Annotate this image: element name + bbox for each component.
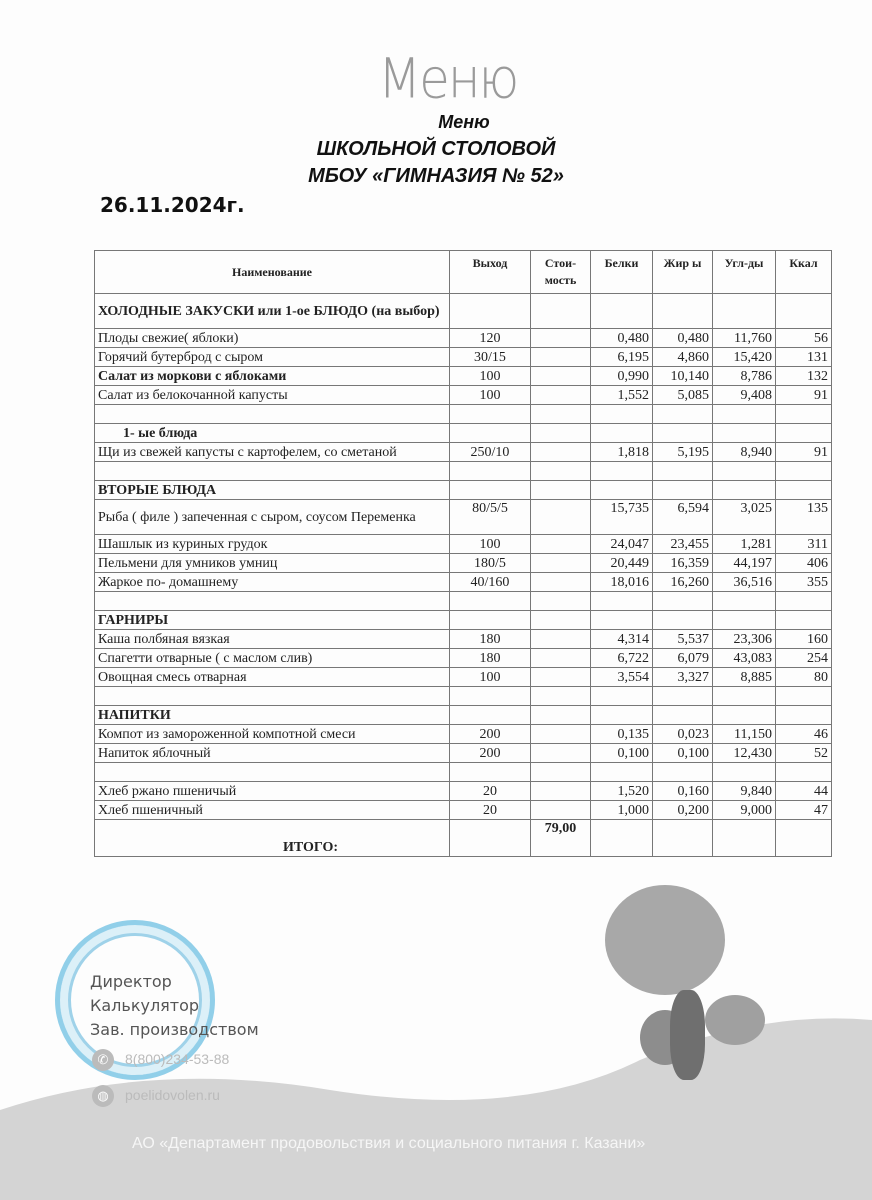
- table-row: [95, 386, 832, 405]
- title-school: МБОУ «ГИМНАЗИЯ № 52»: [308, 165, 564, 187]
- table-row: [95, 329, 832, 348]
- dish-name: Плоды свежие( яблоки): [95, 329, 450, 348]
- dish-output: 200: [450, 744, 531, 763]
- dish-protein: 15,735: [591, 500, 653, 535]
- col-carbs: Угл-ды: [713, 251, 776, 294]
- section-title: 1- ые блюда: [95, 424, 450, 443]
- dish-protein: 1,818: [591, 443, 653, 462]
- dish-fat: 3,327: [653, 668, 713, 687]
- dish-fat: 10,140: [653, 367, 713, 386]
- dish-carbs: 23,306: [713, 630, 776, 649]
- section-title: НАПИТКИ: [95, 706, 450, 725]
- dish-cost: [531, 367, 591, 386]
- character-illustration: [670, 990, 705, 1080]
- dish-carbs: 11,150: [713, 725, 776, 744]
- title-menu: Меню: [438, 112, 490, 132]
- dish-cost: [531, 630, 591, 649]
- table-row: [95, 801, 832, 820]
- table-row: [95, 367, 832, 386]
- blank-row: [95, 763, 832, 782]
- dish-output: 100: [450, 367, 531, 386]
- dish-protein: 20,449: [591, 554, 653, 573]
- dish-name: Спагетти отварные ( с маслом слив): [95, 649, 450, 668]
- dish-output: 200: [450, 725, 531, 744]
- organization-name: АО «Департамент продовольствия и социального питания г. Казани»: [132, 1135, 646, 1152]
- dish-cost: [531, 535, 591, 554]
- table-row: [95, 630, 832, 649]
- dish-fat: 16,359: [653, 554, 713, 573]
- dish-cost: [531, 554, 591, 573]
- dish-protein: 1,552: [591, 386, 653, 405]
- dish-carbs: 12,430: [713, 744, 776, 763]
- dish-output: 120: [450, 329, 531, 348]
- col-output: Выход: [450, 251, 531, 294]
- dish-kcal: 47: [776, 801, 832, 820]
- col-kcal: Ккал: [776, 251, 832, 294]
- website: poelidovolen.ru: [125, 1087, 220, 1103]
- table-row: [95, 535, 832, 554]
- dish-name: Хлеб ржано пшеничый: [95, 782, 450, 801]
- dish-cost: [531, 573, 591, 592]
- section-row: [95, 611, 832, 630]
- dish-cost: [531, 386, 591, 405]
- col-fat: Жир ы: [653, 251, 713, 294]
- table-header-row: [95, 251, 832, 294]
- table-row: [95, 744, 832, 763]
- table-row: [95, 649, 832, 668]
- dish-carbs: 9,000: [713, 801, 776, 820]
- dish-carbs: 8,885: [713, 668, 776, 687]
- dish-name: Шашлык из куриных грудок: [95, 535, 450, 554]
- dish-carbs: 9,840: [713, 782, 776, 801]
- dish-name: Овощная смесь отварная: [95, 668, 450, 687]
- dish-fat: 4,860: [653, 348, 713, 367]
- dish-fat: 6,079: [653, 649, 713, 668]
- section-title: ХОЛОДНЫЕ ЗАКУСКИ или 1-ое БЛЮДО (на выбор): [95, 294, 450, 329]
- dish-kcal: 56: [776, 329, 832, 348]
- dish-cost: [531, 329, 591, 348]
- dish-name: Щи из свежей капусты с картофелем, со сметаной: [95, 443, 450, 462]
- menu-table: [94, 250, 832, 857]
- dish-cost: [531, 782, 591, 801]
- dish-cost: [531, 725, 591, 744]
- dish-cost: [531, 668, 591, 687]
- dish-name: Пельмени для умников умниц: [95, 554, 450, 573]
- dish-carbs: 1,281: [713, 535, 776, 554]
- dish-kcal: 160: [776, 630, 832, 649]
- blank-row: [95, 405, 832, 424]
- dish-cost: [531, 801, 591, 820]
- dish-carbs: 11,760: [713, 329, 776, 348]
- col-cost: Стои-мость: [531, 251, 591, 294]
- globe-icon: ◍: [92, 1085, 114, 1107]
- character-illustration: [705, 995, 765, 1045]
- dish-kcal: 406: [776, 554, 832, 573]
- dish-carbs: 9,408: [713, 386, 776, 405]
- dish-name: Хлеб пшеничный: [95, 801, 450, 820]
- dish-protein: 0,100: [591, 744, 653, 763]
- dish-kcal: 135: [776, 500, 832, 535]
- dish-name: Жаркое по- домашнему: [95, 573, 450, 592]
- dish-protein: 4,314: [591, 630, 653, 649]
- table-row: [95, 443, 832, 462]
- dish-output: 20: [450, 782, 531, 801]
- dish-cost: [531, 348, 591, 367]
- dish-protein: 0,480: [591, 329, 653, 348]
- dish-output: 180: [450, 630, 531, 649]
- table-row: [95, 782, 832, 801]
- dish-output: 30/15: [450, 348, 531, 367]
- table-row: [95, 554, 832, 573]
- signature-calculator: Калькулятор: [90, 996, 200, 1015]
- signature-director: Директор: [90, 972, 172, 991]
- dish-output: 180: [450, 649, 531, 668]
- dish-cost: [531, 500, 591, 535]
- table-row: [95, 500, 832, 535]
- dish-output: 250/10: [450, 443, 531, 462]
- dish-name: Салат из белокочанной капусты: [95, 386, 450, 405]
- dish-output: 20: [450, 801, 531, 820]
- title-canteen: ШКОЛЬНОЙ СТОЛОВОЙ: [316, 138, 556, 160]
- dish-fat: 0,100: [653, 744, 713, 763]
- dish-fat: 0,160: [653, 782, 713, 801]
- dish-carbs: 43,083: [713, 649, 776, 668]
- dish-cost: [531, 744, 591, 763]
- dish-output: 100: [450, 535, 531, 554]
- section-row: [95, 424, 832, 443]
- dish-output: 100: [450, 386, 531, 405]
- dish-kcal: 254: [776, 649, 832, 668]
- dish-carbs: 3,025: [713, 500, 776, 535]
- dish-cost: [531, 443, 591, 462]
- dish-name: Каша полбяная вязкая: [95, 630, 450, 649]
- dish-output: 180/5: [450, 554, 531, 573]
- dish-kcal: 80: [776, 668, 832, 687]
- dish-carbs: 15,420: [713, 348, 776, 367]
- dish-kcal: 311: [776, 535, 832, 554]
- dish-fat: 23,455: [653, 535, 713, 554]
- dish-protein: 3,554: [591, 668, 653, 687]
- dish-kcal: 52: [776, 744, 832, 763]
- section-row: [95, 706, 832, 725]
- dish-output: 80/5/5: [450, 500, 531, 535]
- dish-fat: 0,023: [653, 725, 713, 744]
- dish-kcal: 355: [776, 573, 832, 592]
- dish-protein: 6,195: [591, 348, 653, 367]
- dish-protein: 6,722: [591, 649, 653, 668]
- dish-protein: 1,000: [591, 801, 653, 820]
- blank-row: [95, 592, 832, 611]
- blank-row: [95, 687, 832, 706]
- phone-number: 8(800)234-53-88: [125, 1051, 230, 1067]
- dish-carbs: 8,940: [713, 443, 776, 462]
- dish-name: Салат из моркови с яблоками: [95, 367, 450, 386]
- col-protein: Белки: [591, 251, 653, 294]
- dish-fat: 5,537: [653, 630, 713, 649]
- dish-output: 40/160: [450, 573, 531, 592]
- dish-protein: 24,047: [591, 535, 653, 554]
- dish-output: 100: [450, 668, 531, 687]
- dish-fat: 5,195: [653, 443, 713, 462]
- dish-name: Компот из замороженной компотной смеси: [95, 725, 450, 744]
- menu-date: 26.11.2024г.: [100, 193, 245, 217]
- total-cost: 79,00: [531, 820, 591, 857]
- broccoli-illustration: [605, 885, 725, 995]
- dish-name: Рыба ( филе ) запеченная с сыром, соусом Переменка: [95, 500, 450, 535]
- dish-protein: 18,016: [591, 573, 653, 592]
- dish-kcal: 44: [776, 782, 832, 801]
- dish-fat: 0,200: [653, 801, 713, 820]
- dish-fat: 0,480: [653, 329, 713, 348]
- blank-row: [95, 462, 832, 481]
- dish-carbs: 44,197: [713, 554, 776, 573]
- dish-carbs: 8,786: [713, 367, 776, 386]
- section-row: [95, 294, 832, 329]
- signature-production-head: Зав. производством: [90, 1020, 259, 1039]
- dish-protein: 0,990: [591, 367, 653, 386]
- dish-kcal: 46: [776, 725, 832, 744]
- section-title: ВТОРЫЕ БЛЮДА: [95, 481, 450, 500]
- col-name: Наименование: [95, 251, 450, 294]
- phone-icon: ✆: [92, 1049, 114, 1071]
- dish-kcal: 132: [776, 367, 832, 386]
- table-row: [95, 725, 832, 744]
- dish-carbs: 36,516: [713, 573, 776, 592]
- section-row: [95, 481, 832, 500]
- table-row: [95, 348, 832, 367]
- dish-fat: 16,260: [653, 573, 713, 592]
- dish-name: Напиток яблочный: [95, 744, 450, 763]
- section-title: ГАРНИРЫ: [95, 611, 450, 630]
- dish-fat: 5,085: [653, 386, 713, 405]
- dish-kcal: 91: [776, 443, 832, 462]
- total-row: [95, 820, 832, 857]
- dish-name: Горячий бутерброд с сыром: [95, 348, 450, 367]
- dish-protein: 0,135: [591, 725, 653, 744]
- dish-kcal: 91: [776, 386, 832, 405]
- dish-cost: [531, 649, 591, 668]
- table-row: [95, 573, 832, 592]
- dish-kcal: 131: [776, 348, 832, 367]
- dish-protein: 1,520: [591, 782, 653, 801]
- handwritten-title: Меню: [378, 47, 518, 111]
- dish-fat: 6,594: [653, 500, 713, 535]
- total-label: ИТОГО:: [95, 820, 450, 857]
- table-row: [95, 668, 832, 687]
